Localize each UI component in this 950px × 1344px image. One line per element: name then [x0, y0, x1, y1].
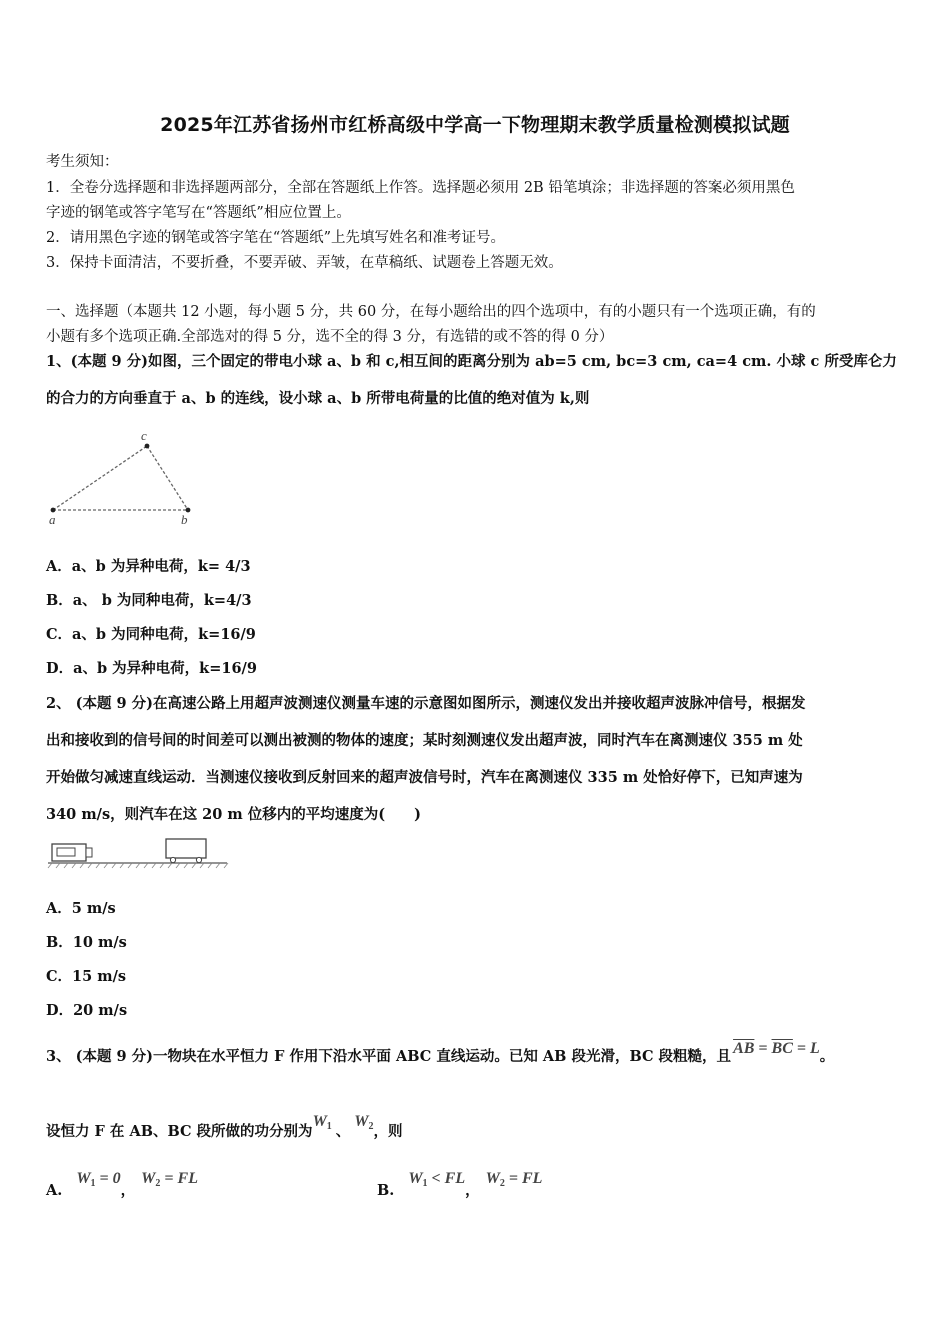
q3-stem-2	[46, 1113, 908, 1147]
q3-stem-2-end: ，则	[373, 1123, 403, 1140]
q3-option-b-comma: ，	[465, 1182, 480, 1199]
q3-option-a-eq2: $W_2$ = FL	[141, 1170, 198, 1189]
q2-stem-1: 2、 (本题 9 分)在高速公路上用超声波测速仪测量车速的示意图如图所示，测速仪发出并接收超声波脉冲信号，根据发	[46, 695, 806, 712]
q3-option-b-eq2: $W_2$ = FL	[485, 1170, 543, 1189]
label-c: c	[141, 428, 147, 443]
q3-option-a-comma: ，	[120, 1182, 136, 1199]
eq-ab: $\overline{AB}$	[733, 1040, 755, 1057]
notice-line-2: 2．请用黑色字迹的钢笔或答字笔在“答题纸”上先填写姓名和准考证号。	[46, 230, 506, 246]
q3-sep: 、	[335, 1123, 351, 1140]
q1-option-c: C．a、b 为同种电荷，k=16/9	[46, 626, 256, 643]
page-title: 2025年江苏省扬州市红桥高级中学高一下物理期末教学质量检测模拟试题	[160, 114, 790, 136]
q3-option-b-label: B.	[377, 1182, 395, 1199]
q2-option-c: C．15 m/s	[46, 968, 127, 985]
car-wheel-front	[196, 857, 201, 862]
eq-bc: $\overline{BC}$	[771, 1040, 793, 1057]
q2-stem-4: 340 m/s，则汽车在这 20 m 位移内的平均速度为( )	[46, 806, 422, 823]
q2-option-a: A．5 m/s	[46, 900, 116, 917]
notice-heading: 考生须知：	[46, 154, 119, 170]
q3-option-a-label: A.	[46, 1182, 63, 1199]
q1-stem-2: 的合力的方向垂直于 a、b 的连线，设小球 a、b 所带电荷量的比值的绝对值为 k,则	[46, 390, 590, 407]
section-intro-2: 小题有多个选项正确.全部选对的得 5 分，选不全的得 3 分，有选错的或不答的得 0 分）	[46, 329, 614, 345]
q1-triangle-figure	[46, 428, 206, 528]
segment-ca	[53, 446, 147, 510]
q2-option-d: D．20 m/s	[46, 1002, 128, 1019]
q3-stem-1-end: 。	[819, 1048, 835, 1065]
label-a: a	[49, 512, 56, 527]
q3-stem-2-text: 设恒力 F 在 AB、BC 段所做的功分别为	[46, 1123, 313, 1140]
section-intro-1: 一、选择题（本题共 12 小题，每小题 5 分，共 60 分，在每小题给出的四个选项中，有的小题只有一个选项正确，有的	[46, 304, 816, 320]
q3-w2: $W_2$	[354, 1113, 374, 1132]
q1-option-b: B．a、 b 为同种电荷，k=4/3	[46, 592, 252, 609]
q3-equation	[733, 1040, 820, 1057]
car-wheel-rear	[170, 857, 175, 862]
point-c	[145, 444, 150, 449]
q3-option-b	[377, 1170, 707, 1206]
q1-stem-1: 1、(本题 9 分)如图，三个固定的带电小球 a、b 和 c,相互间的距离分别为 ab=5 cm, bc=3 cm, ca=4 cm. 小球 c 所受库仑力	[46, 353, 897, 370]
q3-w1: $W_1$	[312, 1113, 332, 1132]
q2-stem-2: 出和接收到的信号间的时间差可以测出被测的物体的速度；某时刻测速仪发出超声波，同时汽车在离测速仪 355 m 处	[46, 732, 803, 749]
q3-stem-1-text: 3、 (本题 9 分)一物块在水平恒力 F 作用下沿水平面 ABC 直线运动。已知 AB 段光滑，BC 段粗糙，且	[46, 1048, 732, 1065]
radar-window	[57, 848, 75, 856]
notice-line-1b: 字迹的钢笔或答字笔写在“答题纸”相应位置上。	[46, 205, 351, 221]
q3-stem-1	[46, 1040, 908, 1067]
notice-line-3: 3．保持卡面清洁，不要折叠，不要弄破、弄皱，在草稿纸、试题卷上答题无效。	[46, 255, 563, 271]
q2-speed-radar-figure	[46, 836, 230, 870]
ground-hatching	[48, 863, 228, 868]
eq-eq: =	[754, 1040, 772, 1057]
q1-option-d: D．a、b 为异种电荷，k=16/9	[46, 660, 257, 677]
q3-option-b-eq1: $W_1$ < FL	[408, 1170, 466, 1189]
eq-l: = L	[792, 1040, 820, 1057]
q2-stem-3: 开始做匀减速直线运动．当测速仪接收到反射回来的超声波信号时，汽车在离测速仪 335 m 处恰好停下，已知声速为	[46, 769, 803, 786]
q3-option-a-eq1: $W_1 = 0$	[76, 1170, 121, 1189]
segment-cb	[147, 446, 188, 510]
q1-option-a: A．a、b 为异种电荷，k= 4/3	[46, 558, 251, 575]
q3-option-a	[46, 1170, 376, 1206]
notice-line-1a: 1．全卷分选择题和非选择题两部分，全部在答题纸上作答。选择题必须用 2B 铅笔填涂；非选择题的答案必须用黑色	[46, 180, 795, 196]
q2-option-b: B．10 m/s	[46, 934, 127, 951]
radar-emitter	[86, 848, 92, 857]
car-body	[166, 839, 206, 858]
label-b: b	[181, 512, 188, 527]
